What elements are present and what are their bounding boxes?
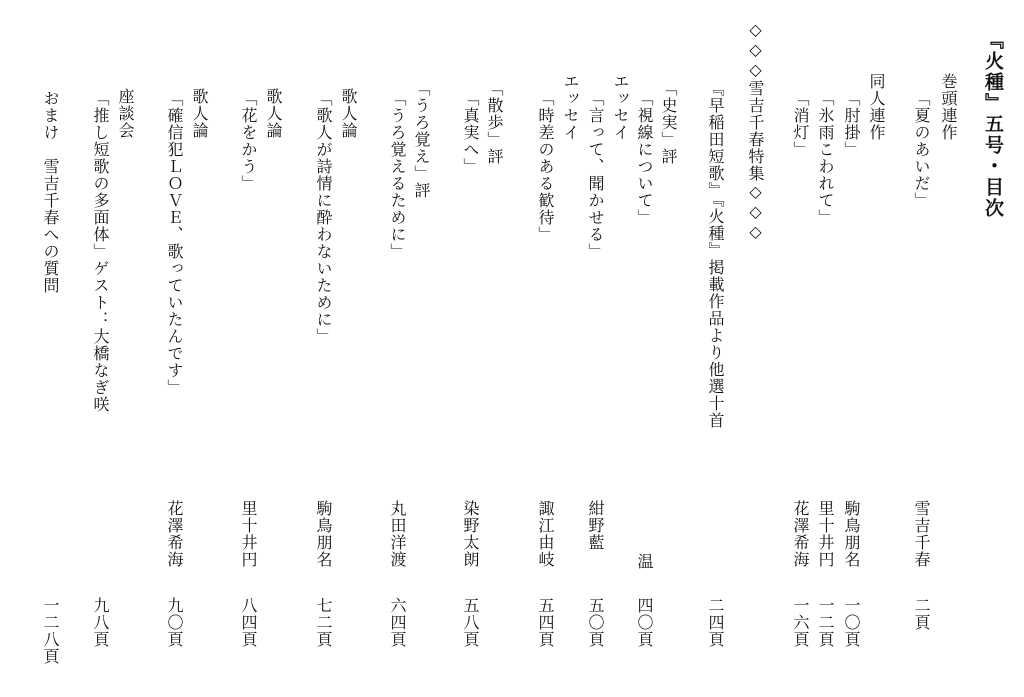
toc-entry-author: 花澤希海 (165, 500, 184, 568)
toc-entry-text: 「確信犯ＬＯＶＥ、歌っていたんです」 (165, 90, 184, 396)
toc-entry-text: 「歌人が詩情に酔わないために」 (314, 90, 333, 345)
toc-entry-page: 九八頁 (91, 597, 110, 648)
toc-entry-text: 「言って、聞かせる」 (586, 90, 605, 260)
toc-entry-text: 「夏のあいだ」 (912, 90, 931, 209)
toc-entry-text: 「時差のある歓待」 (536, 90, 555, 243)
toc-entry-author: 駒鳥朋名 (314, 500, 333, 568)
toc-entry-text: 「花をかう」 (239, 90, 258, 192)
toc-entry-author: 雪吉千春 (912, 500, 931, 568)
toc-entry-text: 「肘掛」 (842, 90, 861, 158)
toc-entry-text: 「史実」評 (659, 80, 678, 165)
toc-entry-page: 六四頁 (388, 597, 407, 648)
toc-entry-page: 五四頁 (536, 597, 555, 648)
toc-entry-author: 里十井円 (239, 500, 258, 568)
toc-entry-text: 歌人論 (339, 88, 358, 139)
toc-entry-page: 七二頁 (314, 597, 333, 648)
toc-entry-author: 紺野藍 (586, 500, 605, 551)
toc-entry-author: 花澤希海 (791, 500, 810, 568)
toc-entry-page: 五八頁 (461, 597, 480, 648)
toc-entry-text: 「消灯」 (791, 90, 810, 158)
toc-entry-page: 四〇頁 (635, 597, 654, 648)
toc-entry-page: 二四頁 (706, 597, 725, 648)
toc-entry-author: 染野太朗 (461, 500, 480, 568)
toc-entry-author: 諏江由岐 (536, 500, 555, 568)
toc-entry-text: 『早稲田短歌』『火種』掲載作品より他選十首 (706, 80, 725, 429)
toc-entry-text: 歌人論 (190, 88, 209, 139)
toc-entry-text: 歌人論 (264, 88, 283, 139)
toc-entry-text: エッセイ (561, 73, 580, 141)
toc-entry-text: 同人連作 (867, 73, 886, 141)
toc-entry-author: 丸田洋渡 (388, 500, 407, 568)
toc-entry-text: 「真実へ」 (461, 90, 480, 175)
toc-entry-page: 二頁 (912, 597, 931, 631)
toc-entry-text: 「うろ覚え」評 (412, 80, 431, 199)
page-title: 『火種』五号・目次 (982, 30, 1004, 219)
toc-entry-text: 「散歩」評 (485, 80, 504, 165)
toc-entry-author: 温 (635, 553, 654, 570)
toc-entry-page: 一六頁 (791, 597, 810, 648)
toc-entry-page: 九〇頁 (165, 597, 184, 648)
toc-entry-author: 駒鳥朋名 (842, 500, 861, 568)
toc-entry-author: 里十井円 (816, 500, 835, 568)
toc-entry-text: ◇◇◇雪吉千春特集◇◇◇ (746, 20, 765, 242)
toc-entry-page: 八四頁 (239, 597, 258, 648)
toc-entry-text: 座談会 (116, 88, 135, 139)
toc-entry-text: おまけ 雪吉千春への質問 (41, 90, 60, 294)
toc-entry-page: 一二頁 (816, 597, 835, 648)
toc-entry-text: エッセイ (611, 73, 630, 141)
toc-entry-text: 「氷雨こわれて」 (816, 90, 835, 226)
toc-entry-text: 「視線について」 (635, 90, 654, 226)
toc-entry-page: 一二八頁 (41, 597, 60, 665)
toc-entry-page: 一〇頁 (842, 597, 861, 648)
toc-entry-page: 五〇頁 (586, 597, 605, 648)
toc-entry-text: 「推し短歌の多面体」ゲスト：大橋なぎ咲 (91, 90, 110, 413)
toc-entry-text: 「うろ覚えるために」 (388, 90, 407, 260)
toc-entry-text: 巻頭連作 (939, 73, 958, 141)
